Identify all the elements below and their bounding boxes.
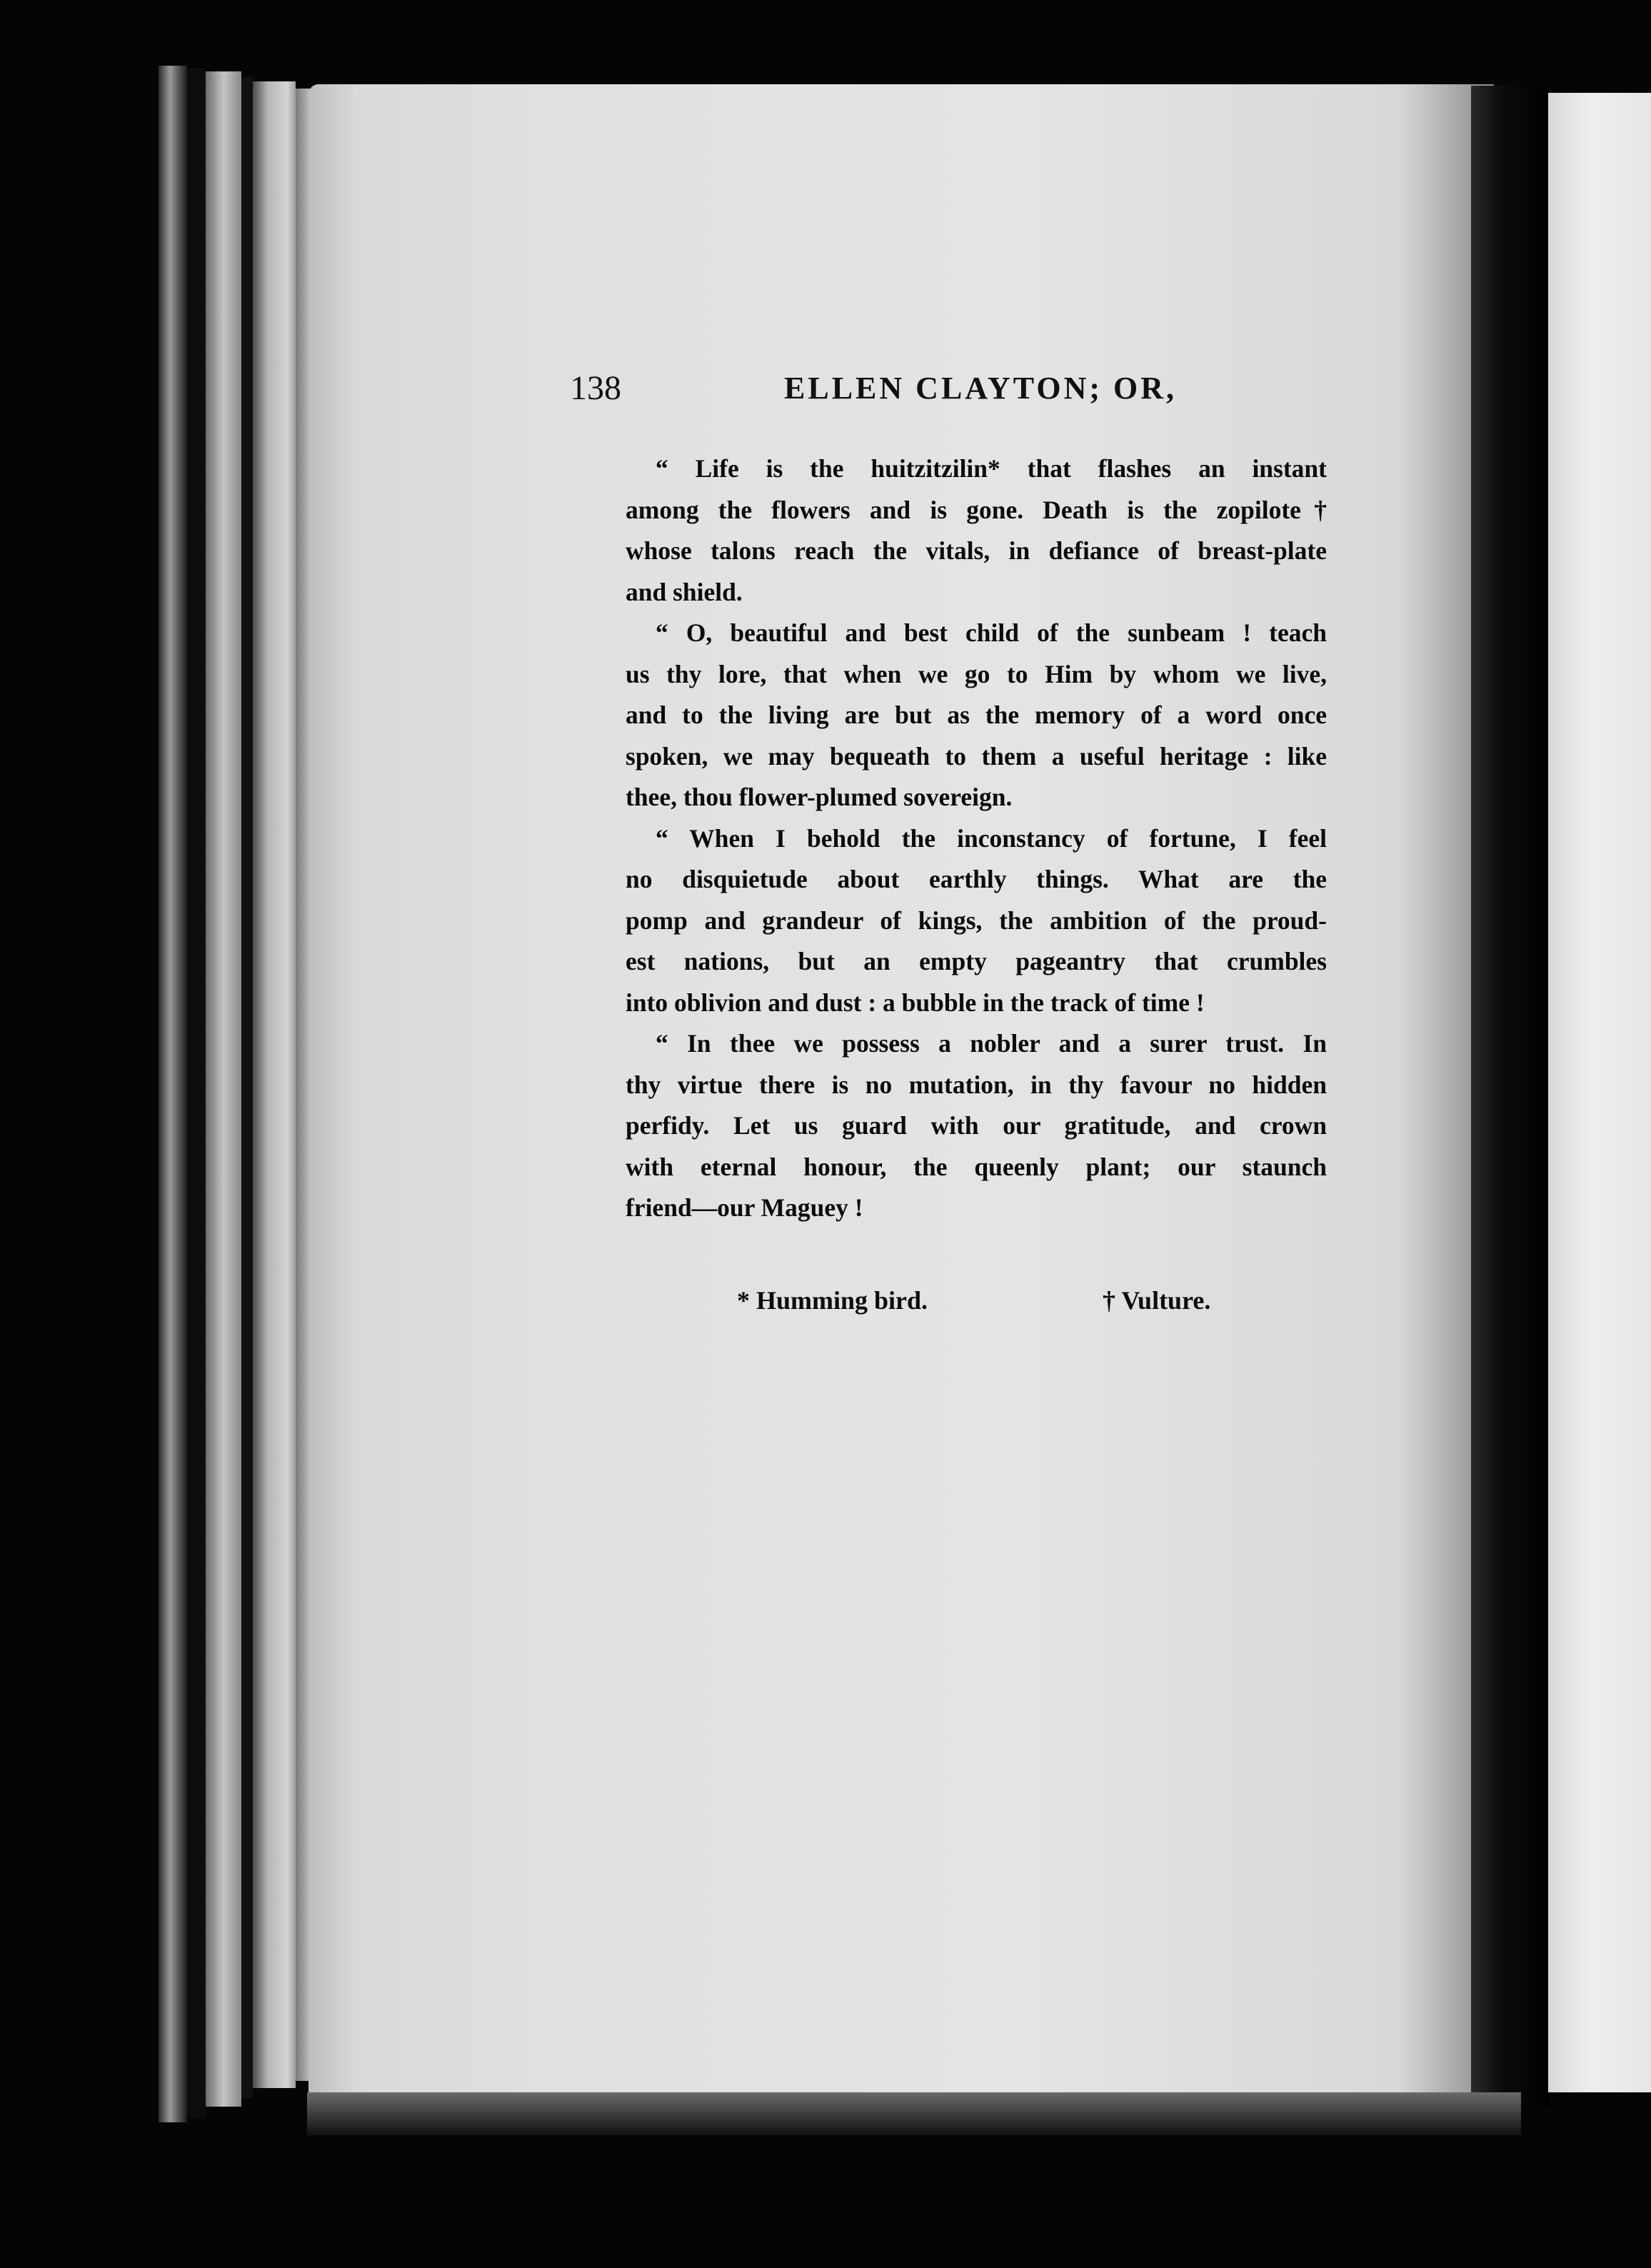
footnotes: [737, 1285, 1237, 1328]
text-line: us thy lore, that when we go to Him by whom we live,: [626, 659, 1327, 688]
text-line: with eternal honour, the queenly plant; our staunch: [626, 1152, 1327, 1181]
footnote-vulture: † Vulture.: [1103, 1286, 1211, 1315]
text-line: “ Life is the huitzitzilin* that flashes an instant: [656, 454, 1327, 483]
text-line: and shield.: [626, 577, 743, 606]
text-line: thy virtue there is no mutation, in thy favour no hidden: [626, 1070, 1327, 1099]
text-line: spoken, we may bequeath to them a useful heritage : like: [626, 741, 1327, 771]
text-line: whose talons reach the vitals, in defiance of breast-plate: [626, 536, 1327, 565]
text-line: “ In thee we possess a nobler and a surer trust. In: [656, 1029, 1327, 1058]
body-text: [626, 448, 1327, 1229]
running-title: ELLEN CLAYTON; OR,: [784, 371, 1178, 406]
page-bottom-shadow: [307, 2092, 1521, 2135]
text-line: friend—our Maguey !: [626, 1193, 863, 1222]
page-number: 138: [570, 369, 621, 407]
book-edge-shadow: [241, 77, 253, 2098]
text-line: perfidy. Let us guard with our gratitude, and crown: [626, 1111, 1327, 1140]
book-edge-shadow: [187, 69, 206, 2118]
text-line: est nations, but an empty pageantry that crumbles: [626, 947, 1327, 975]
text-line: pomp and grandeur of kings, the ambition of the proud-: [626, 905, 1327, 935]
page-stack-edge: [253, 81, 296, 2088]
text-line: and to the living are but as the memory of a word once: [626, 701, 1327, 729]
text-line: no disquietude about earthly things. What are the: [626, 865, 1327, 893]
facing-page-edge: [1548, 93, 1651, 2092]
text-line: “ O, beautiful and best child of the sunbeam ! teach: [656, 618, 1327, 647]
text-line: “ When I behold the inconstancy of fortune, I feel: [656, 823, 1327, 853]
text-line: thee, thou flower-plumed sovereign.: [626, 783, 1013, 811]
book-edge: [206, 71, 241, 2107]
footnote-hummingbird: * Humming bird.: [737, 1286, 928, 1315]
book-edge: [159, 66, 187, 2122]
page-header: [570, 368, 1313, 418]
gutter-shadow: [1471, 86, 1550, 2107]
text-line: into oblivion and dust : a bubble in the track of time !: [626, 988, 1205, 1017]
text-line: among the flowers and is gone. Death is the zopilote†: [626, 495, 1327, 524]
page-stack-edge: [296, 89, 310, 2081]
